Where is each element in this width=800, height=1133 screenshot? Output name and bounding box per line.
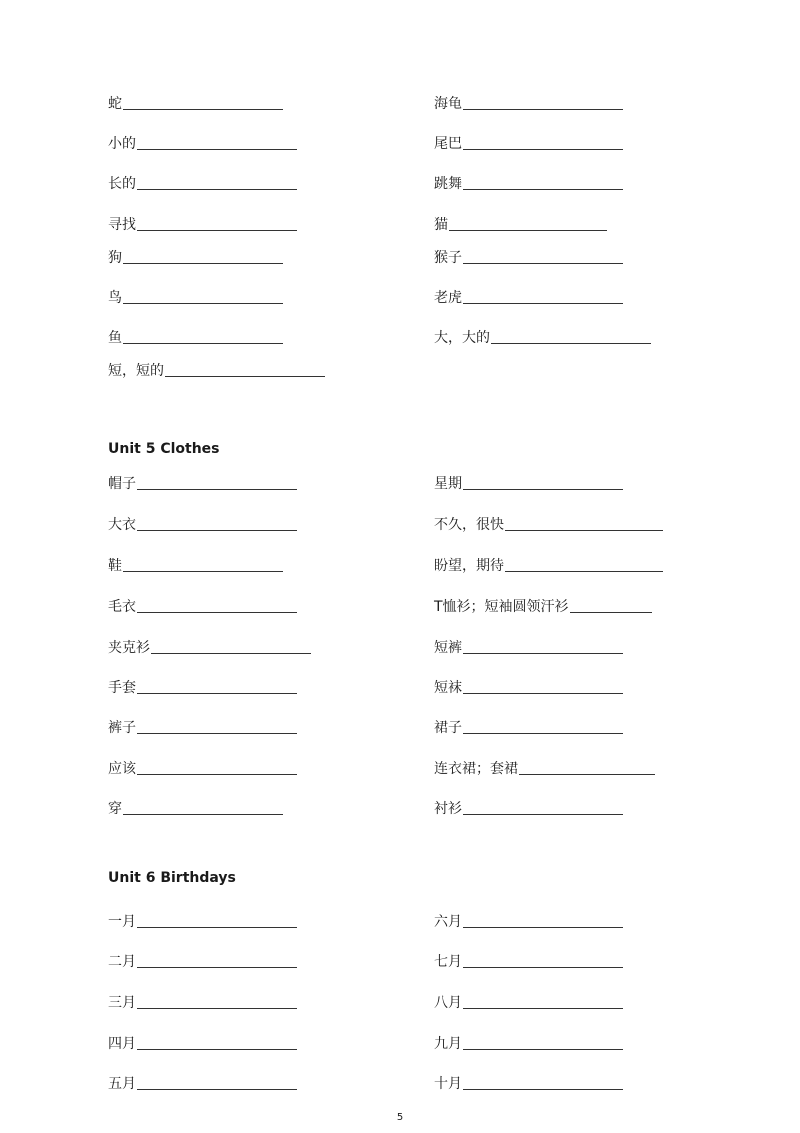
answer-blank[interactable] xyxy=(570,612,652,613)
section-heading: Unit 6 Birthdays xyxy=(108,870,236,886)
section-heading: Unit 5 Clothes xyxy=(108,441,220,457)
vocab-entry xyxy=(434,674,623,698)
word-row xyxy=(0,357,800,381)
vocab-entry xyxy=(108,170,297,194)
word-row xyxy=(0,211,800,235)
word-row xyxy=(0,989,800,1013)
vocab-entry xyxy=(434,634,623,658)
vocab-label: 毛衣 xyxy=(108,599,136,615)
answer-blank[interactable] xyxy=(505,530,663,531)
answer-blank[interactable] xyxy=(137,612,297,613)
vocab-label: 三月 xyxy=(108,995,136,1011)
vocab-entry xyxy=(434,714,623,738)
word-row xyxy=(0,130,800,154)
vocab-label: 盼望，期待 xyxy=(434,558,504,574)
vocab-label: 老虎 xyxy=(434,290,462,306)
word-row xyxy=(0,755,800,779)
vocab-entry xyxy=(108,1070,297,1094)
vocab-label: 狗 xyxy=(108,250,122,266)
vocab-entry xyxy=(108,755,297,779)
answer-blank[interactable] xyxy=(137,189,297,190)
vocab-entry xyxy=(108,1030,297,1054)
answer-blank[interactable] xyxy=(123,263,283,264)
word-row xyxy=(0,593,800,617)
vocab-label: 猴子 xyxy=(434,250,462,266)
word-row xyxy=(0,244,800,268)
vocab-entry xyxy=(434,1030,623,1054)
vocab-label: 星期 xyxy=(434,476,462,492)
vocab-label: 大，大的 xyxy=(434,330,490,346)
vocab-label: 大衣 xyxy=(108,517,136,533)
answer-blank[interactable] xyxy=(123,814,283,815)
vocab-label: 穿 xyxy=(108,801,122,817)
word-row xyxy=(0,170,800,194)
vocab-entry xyxy=(108,357,325,381)
answer-blank[interactable] xyxy=(463,814,623,815)
vocab-entry xyxy=(108,284,283,308)
vocab-entry xyxy=(434,324,651,348)
answer-blank[interactable] xyxy=(519,774,655,775)
answer-blank[interactable] xyxy=(123,109,283,110)
answer-blank[interactable] xyxy=(137,1089,297,1090)
vocab-label: 短袜 xyxy=(434,680,462,696)
answer-blank[interactable] xyxy=(449,230,607,231)
vocab-entry xyxy=(108,244,283,268)
vocab-label: 一月 xyxy=(108,914,136,930)
answer-blank[interactable] xyxy=(137,927,297,928)
vocab-label: 九月 xyxy=(434,1036,462,1052)
vocab-entry xyxy=(108,552,283,576)
answer-blank[interactable] xyxy=(463,1008,623,1009)
vocab-entry xyxy=(108,470,297,494)
vocab-label: 五月 xyxy=(108,1076,136,1092)
word-row xyxy=(0,1030,800,1054)
answer-blank[interactable] xyxy=(151,653,311,654)
answer-blank[interactable] xyxy=(137,693,297,694)
vocab-label: 不久，很快 xyxy=(434,517,504,533)
vocab-label: 帽子 xyxy=(108,476,136,492)
vocab-label: 四月 xyxy=(108,1036,136,1052)
vocab-entry xyxy=(434,593,652,617)
vocab-entry xyxy=(434,170,623,194)
vocab-entry xyxy=(434,989,623,1013)
vocab-entry xyxy=(434,948,623,972)
vocab-label: 长的 xyxy=(108,176,136,192)
vocab-label: 尾巴 xyxy=(434,136,462,152)
word-row xyxy=(0,714,800,738)
vocab-label: 短裤 xyxy=(434,640,462,656)
answer-blank[interactable] xyxy=(137,149,297,150)
answer-blank[interactable] xyxy=(165,376,325,377)
word-row xyxy=(0,552,800,576)
vocab-label: 七月 xyxy=(434,954,462,970)
vocab-entry xyxy=(434,470,623,494)
word-row xyxy=(0,284,800,308)
answer-blank[interactable] xyxy=(123,571,283,572)
answer-blank[interactable] xyxy=(463,733,623,734)
answer-blank[interactable] xyxy=(137,774,297,775)
vocab-entry xyxy=(434,1070,623,1094)
vocab-label: 二月 xyxy=(108,954,136,970)
vocab-label: 鞋 xyxy=(108,558,122,574)
answer-blank[interactable] xyxy=(123,343,283,344)
vocab-entry xyxy=(108,674,297,698)
word-row xyxy=(0,908,800,932)
answer-blank[interactable] xyxy=(463,263,623,264)
vocab-label: 八月 xyxy=(434,995,462,1011)
answer-blank[interactable] xyxy=(463,653,623,654)
vocab-entry xyxy=(434,755,655,779)
vocab-entry xyxy=(108,324,283,348)
vocab-entry xyxy=(434,244,623,268)
answer-blank[interactable] xyxy=(463,693,623,694)
vocab-entry xyxy=(108,714,297,738)
vocab-label: 衬衫 xyxy=(434,801,462,817)
vocab-entry xyxy=(108,211,297,235)
vocab-label: 鱼 xyxy=(108,330,122,346)
vocab-entry xyxy=(108,948,297,972)
vocab-entry xyxy=(108,593,297,617)
vocab-entry xyxy=(108,989,297,1013)
vocab-entry xyxy=(434,795,623,819)
vocab-label: 跳舞 xyxy=(434,176,462,192)
word-row xyxy=(0,511,800,535)
answer-blank[interactable] xyxy=(463,1089,623,1090)
answer-blank[interactable] xyxy=(137,230,297,231)
answer-blank[interactable] xyxy=(137,489,297,490)
vocab-entry xyxy=(108,634,311,658)
answer-blank[interactable] xyxy=(463,489,623,490)
answer-blank[interactable] xyxy=(463,1049,623,1050)
vocab-label: 十月 xyxy=(434,1076,462,1092)
answer-blank[interactable] xyxy=(463,189,623,190)
answer-blank[interactable] xyxy=(137,530,297,531)
answer-blank[interactable] xyxy=(463,109,623,110)
word-row xyxy=(0,634,800,658)
vocab-label: 寻找 xyxy=(108,217,136,233)
answer-blank[interactable] xyxy=(137,1008,297,1009)
word-row xyxy=(0,324,800,348)
answer-blank[interactable] xyxy=(505,571,663,572)
vocab-entry xyxy=(434,211,607,235)
word-row xyxy=(0,674,800,698)
vocab-label: 裤子 xyxy=(108,720,136,736)
vocab-entry xyxy=(108,90,283,114)
answer-blank[interactable] xyxy=(463,967,623,968)
vocab-label: 六月 xyxy=(434,914,462,930)
vocab-label: 夹克衫 xyxy=(108,640,150,656)
answer-blank[interactable] xyxy=(463,149,623,150)
vocab-entry xyxy=(108,511,297,535)
vocab-entry xyxy=(108,908,297,932)
answer-blank[interactable] xyxy=(137,967,297,968)
vocab-entry xyxy=(434,284,623,308)
answer-blank[interactable] xyxy=(463,927,623,928)
word-row xyxy=(0,795,800,819)
vocab-entry xyxy=(108,795,283,819)
vocab-entry xyxy=(108,130,297,154)
page-number: 5 xyxy=(396,1112,404,1123)
vocab-entry xyxy=(434,552,663,576)
answer-blank[interactable] xyxy=(137,1049,297,1050)
answer-blank[interactable] xyxy=(137,733,297,734)
vocab-label: 海龟 xyxy=(434,96,462,112)
vocab-entry xyxy=(434,908,623,932)
vocab-label: 手套 xyxy=(108,680,136,696)
answer-blank[interactable] xyxy=(463,303,623,304)
vocab-label: 短，短的 xyxy=(108,363,164,379)
vocab-entry xyxy=(434,130,623,154)
vocab-entry xyxy=(434,90,623,114)
vocab-label: 鸟 xyxy=(108,290,122,306)
vocab-label: 应该 xyxy=(108,761,136,777)
vocab-label: 裙子 xyxy=(434,720,462,736)
vocab-label: 猫 xyxy=(434,217,448,233)
answer-blank[interactable] xyxy=(123,303,283,304)
vocab-label: 蛇 xyxy=(108,96,122,112)
vocab-label: 连衣裙；套裙 xyxy=(434,761,518,777)
vocab-entry xyxy=(434,511,663,535)
answer-blank[interactable] xyxy=(491,343,651,344)
word-row xyxy=(0,948,800,972)
vocab-label: T恤衫；短袖圆领汗衫 xyxy=(434,599,569,615)
word-row xyxy=(0,1070,800,1094)
word-row xyxy=(0,90,800,114)
word-row xyxy=(0,470,800,494)
vocab-label: 小的 xyxy=(108,136,136,152)
